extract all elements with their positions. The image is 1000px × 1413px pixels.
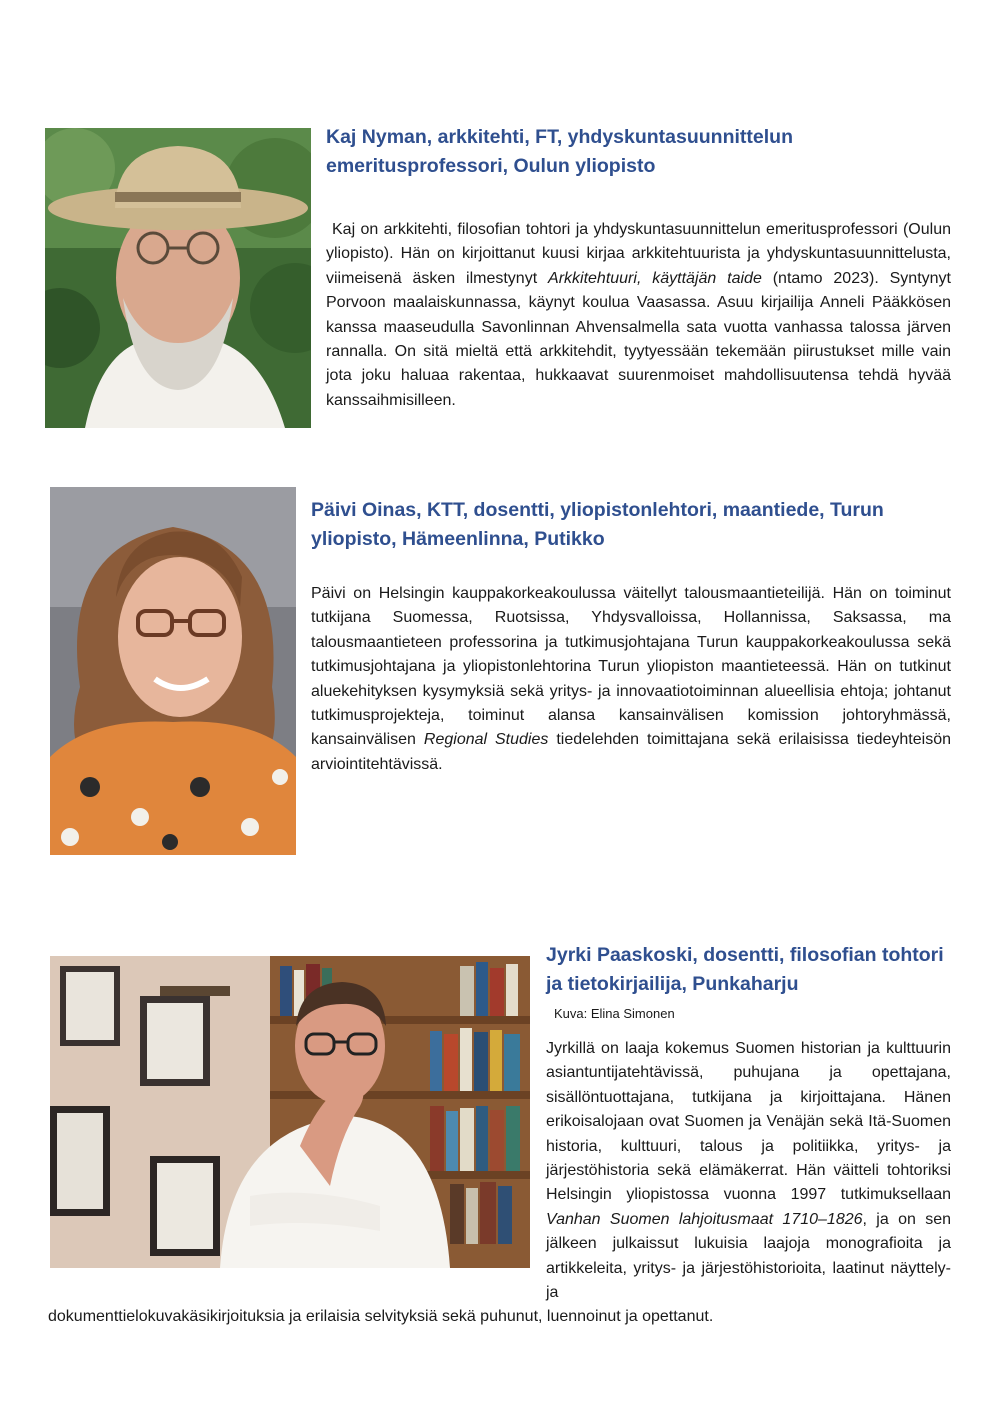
person-bio-kaj-nyman xyxy=(326,218,951,413)
person-bio-tail-jyrki-paaskoski xyxy=(48,1305,951,1329)
bio-text: , ja on sen jälkeen julkaissut lukuisia laajoja monografioita ja artikkeleita, yritys- ja järjestöhistorioita, laatinut näyttely- ja xyxy=(546,1210,952,1302)
bio-paragraph xyxy=(311,582,951,777)
photo-credit: Kuva: Elina Simonen xyxy=(554,1006,675,1021)
person-bio-paivi-oinas xyxy=(311,582,951,777)
thesis-title: Vanhan Suomen lahjoitusmaat 1710–1826 xyxy=(546,1210,863,1228)
bio-tail-text: dokumenttielokuvakäsikirjoituksia ja erilaisia selvityksiä sekä puhunut, luennoinut ja opettanut. xyxy=(48,1308,714,1325)
portrait-jyrki-paaskoski xyxy=(50,956,530,1268)
heading-text: Päivi Oinas, KTT, dosentti, yliopistonlehtori, maantiede, Turun yliopisto, Hämeenlinna, Putikko xyxy=(311,499,884,550)
bio-paragraph xyxy=(326,218,951,413)
bio-text: Jyrkillä on laaja kokemus Suomen historian ja kulttuurin asiantuntijatehtävissä, puhujana ja opettajana, sisällöntuottajana, tutkijana ja kirjoittajana. Hänen erikoisalojaan ovat Suomen ja Venäjän sekä Itä-Suomen historia, kulttuuri, talous ja politiikka, yritys- ja järjestöhistoria sekä elämäkerrat. Hän väitteli tohtoriksi Helsingin yliopistossa vuonna 1997 tutkimuksellaan xyxy=(546,1040,951,1204)
person-heading-jyrki-paaskoski xyxy=(546,941,951,1023)
bio-text: Päivi on Helsingin kauppakorkeakoulussa väitellyt talousmaantieteilijä. Hän on toiminut tutkijana Suomessa, Ruotsissa, Yhdysvalloissa, Hollannissa, Saksassa, ma talousmaantieteen professorina ja tutkimusjohtajana Turun kauppakorkeakoulussa sekä tutkimusjohtajana ja yliopistonlehtorina Turun yliopiston maantieteessä. Hän on tutkinut aluekehityksen kysymyksiä sekä yritys- ja innovaatiotoiminnan alueellisia ehtoja; johtanut tutkimusprojekteja, toiminut alansa kansainvälisen komission johtoryhmässä, kansainvälisen xyxy=(311,585,951,749)
book-title: Arkkitehtuuri, käyttäjän taide xyxy=(548,269,762,287)
journal-title: Regional Studies xyxy=(423,731,549,749)
person-heading-paivi-oinas xyxy=(311,496,951,554)
portrait-paivi-oinas xyxy=(50,487,296,855)
bio-text: tiedelehden toimittajana sekä erilaisissa tiedeyhteisön arviointitehtävissä. xyxy=(311,731,951,773)
bio-paragraph xyxy=(546,1037,951,1305)
bio-text: Kaj on arkkitehti, filosofian tohtori ja yhdyskuntasuunnittelun emeritusprofessori (Oulun yliopisto). Hän on kirjoittanut kuusi kirjaa arkkitehtuurista ja yhdyskuntasuunnittelusta, viimeisenä äsken ilmestynyt xyxy=(326,221,951,287)
bio-text: (ntamo 2023). Syntynyt Porvoon maalaiskunnassa, käynyt koulua Vaasassa. Asuu kirjailija Anneli Pääkkösen kanssa maaseudulla Savonlinnan Ahvensalmella sata vuotta vanhassa talossa järven rannalla. On sitä mieltä että arkkitehdit, tyytyessään tekemään piirustukset mille vain jota joku haluaa rakentaa, hukkaavat suurenmoiset mahdollisuutensa tehdä hyvää kanssaihmisilleen. xyxy=(326,269,951,409)
person-heading-kaj-nyman xyxy=(326,123,946,181)
portrait-kaj-nyman xyxy=(45,128,311,428)
heading-text: Kaj Nyman, arkkitehti, FT, yhdyskuntasuunnittelun emeritusprofessori, Oulun yliopisto xyxy=(326,126,794,177)
person-bio-jyrki-paaskoski xyxy=(546,1037,951,1305)
heading-text: Jyrki Paaskoski, dosentti, filosofian tohtori ja tietokirjailija, Punkaharju xyxy=(546,944,944,995)
